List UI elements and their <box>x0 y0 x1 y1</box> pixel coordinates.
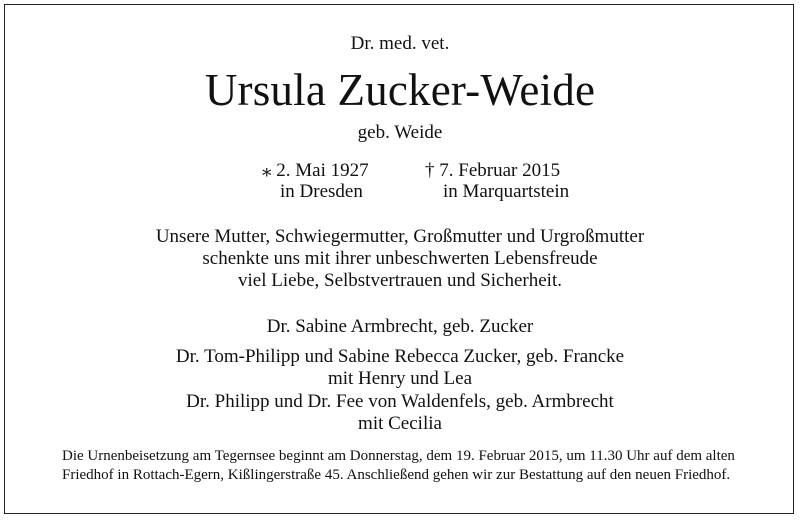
mourner-line: Dr. Tom-Philipp und Sabine Rebecca Zucker, geb. Francke <box>175 346 625 367</box>
mourner-group <box>0 346 800 390</box>
burial-info <box>62 447 752 485</box>
mourner-group <box>0 391 800 435</box>
birth-info <box>262 160 369 202</box>
birth-star-icon: ⁎ <box>262 160 272 181</box>
mourner-group <box>0 316 800 338</box>
burial-info-line: Friedhof in Rottach-Egern, Kißlingerstraße 45. Anschließend gehen wir zur Bestattung auf den neuen Friedhof. <box>62 467 731 483</box>
message-line: schenkte uns mit ihrer unbeschwerten Lebensfreude <box>202 248 598 269</box>
death-cross-icon: † <box>425 160 435 181</box>
burial-info-line: Die Urnenbeisetzung am Tegernsee beginnt am Donnerstag, dem 19. Februar 2015, um 11.30 Uhr auf dem alten <box>62 448 735 464</box>
maiden-name: geb. Weide <box>357 122 443 143</box>
mourner-line: mit Cecilia <box>358 413 442 434</box>
birth-date: 2. Mai 1927 <box>276 160 369 181</box>
death-place: in Marquartstein <box>443 181 570 202</box>
birth-place: in Dresden <box>280 181 363 202</box>
death-info <box>425 160 569 202</box>
death-date: 7. Februar 2015 <box>439 160 561 181</box>
memorial-message <box>0 226 800 292</box>
mourner-line: mit Henry und Lea <box>327 368 473 389</box>
mourner-line: Dr. Philipp und Dr. Fee von Waldenfels, geb. Armbrecht <box>186 391 614 412</box>
deceased-name: Ursula Zucker-Weide <box>204 65 596 115</box>
academic-title: Dr. med. vet. <box>350 33 450 54</box>
message-line: viel Liebe, Selbstvertrauen und Sicherheit. <box>238 270 562 291</box>
message-line: Unsere Mutter, Schwiegermutter, Großmutter und Urgroßmutter <box>155 226 645 247</box>
mourner-line: Dr. Sabine Armbrecht, geb. Zucker <box>266 316 534 337</box>
